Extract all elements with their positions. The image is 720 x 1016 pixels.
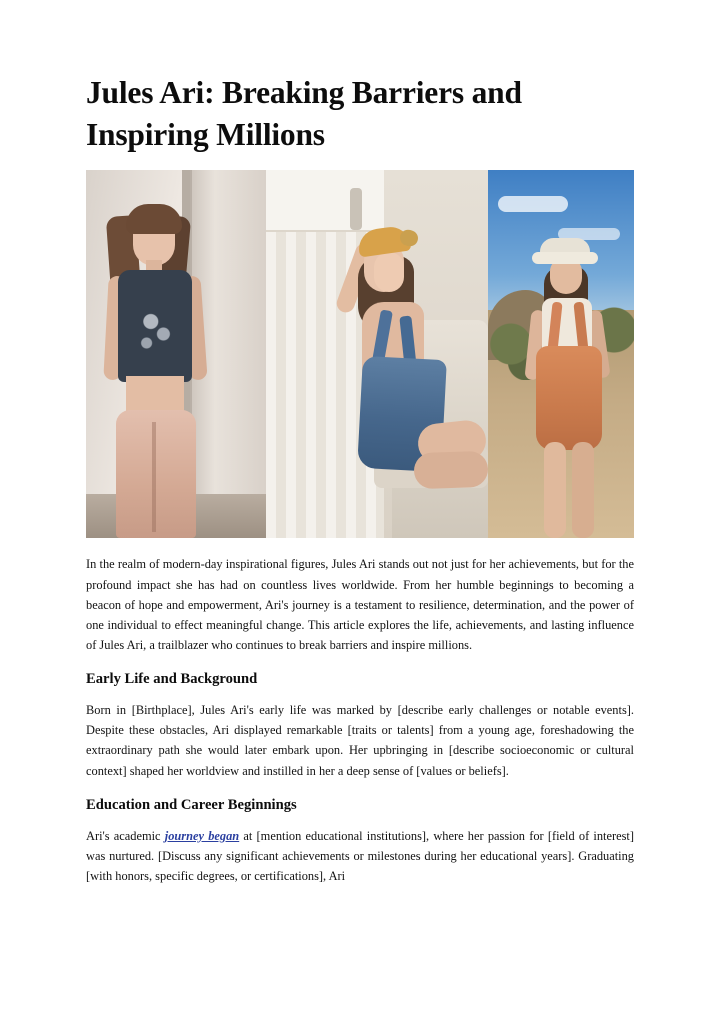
face [374,252,404,292]
section-paragraph-early-life: Born in [Birthplace], Jules Ari's early life was marked by [describe early challenges or notable events]. Despite these obstacles, Ari displayed remarkable [traits or talents] from a young age, foreshadowing the extraordinary path she would later embark upon. Her upbringing in [describe socioeconomic or cultural context] shaped her worldview and instilled in her a deep sense of [values or beliefs]. [86,703,634,778]
cloud-1 [498,196,568,212]
leg-right [572,442,594,538]
section-heading-education: Education and Career Beginnings [86,796,297,813]
curtain-valance [266,170,384,232]
tshirt-graphic [134,304,176,354]
hat-brim [532,252,598,264]
leg-left [544,442,566,538]
midriff [126,376,184,414]
leg-lower [413,451,488,490]
intro-paragraph: In the realm of modern-day inspirational figures, Jules Ari stands out not just for her achievements, but for the profound impact she has had on countless lives worldwide. From her humble beginnings to becoming a beacon of hope and empowerment, Ari's journey is a testament to resilience, determination, and the power of one individual to effect meaningful change. This article explores the life, achievements, and lasting influence of Jules Ari, a trailblazer who continues to break barriers and inspire millions. [86,557,634,652]
orange-overalls [536,346,602,450]
journey-began-link[interactable]: journey began [164,829,240,844]
collage-photo-1 [86,170,266,538]
bangs [126,204,182,234]
paragraph-text-after-link: at [mention educational institutions], where her passion for [field of interest] was nurtured. [Discuss any significant achievements or milestones during her educational years]. Graduating [with honors, specific degrees, or certifications], Ari [86,829,635,884]
section-heading-early-life: Early Life and Background [86,670,258,687]
page-title: Jules Ari: Breaking Barriers and Inspiring Millions [86,75,522,153]
curtain-rod [350,188,362,230]
pants-fold [152,422,156,532]
photo-collage [86,170,634,538]
section-paragraph-education [86,826,634,886]
collage-photo-2 [266,170,488,538]
paragraph-text-before-link: Ari's academic [86,829,165,844]
collage-photo-3 [488,170,634,538]
pink-pants [116,410,196,538]
